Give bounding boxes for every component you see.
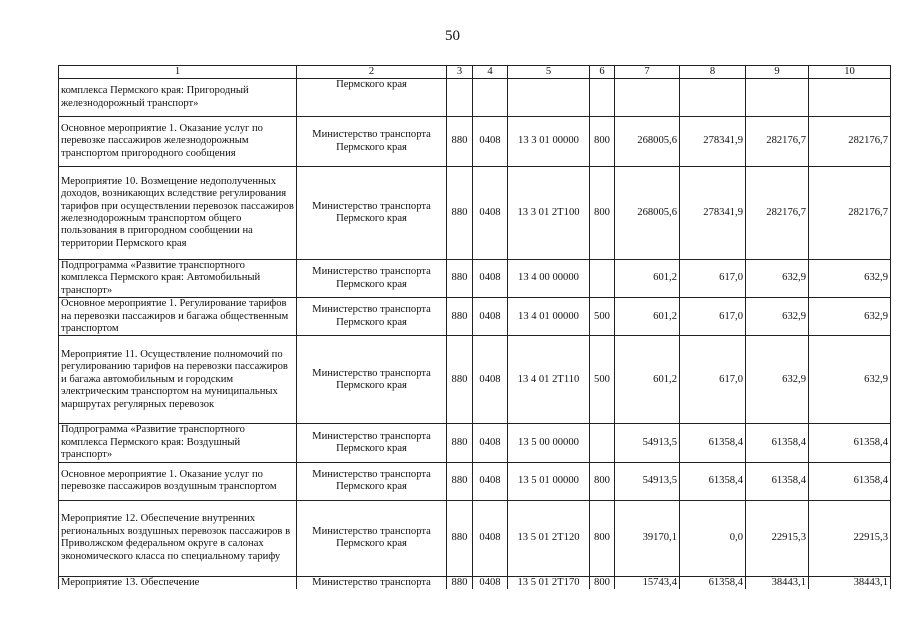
row-value-9: 632,9 [746,260,809,298]
row-section: 0408 [473,424,508,462]
row-section: 0408 [473,298,508,336]
row-ministry: Министерство транспорта Пермского края [297,500,447,576]
row-section: 0408 [473,576,508,589]
header-row [59,66,891,79]
row-grbs: 880 [447,576,473,589]
row-value-8: 278341,9 [680,117,746,167]
table-row [59,167,891,260]
row-grbs: 880 [447,298,473,336]
row-section: 0408 [473,167,508,260]
row-value-9: 22915,3 [746,500,809,576]
row-value-7: 54913,5 [615,424,680,462]
row-value-10: 38443,1 [809,576,891,589]
row-value-7: 54913,5 [615,462,680,500]
row-value-9 [746,79,809,117]
row-ministry: Министерство транспорта Пермского края [297,298,447,336]
row-value-8: 617,0 [680,260,746,298]
row-value-8: 61358,4 [680,462,746,500]
header-cell: 3 [447,66,473,79]
page-number: 50 [445,28,460,44]
row-grbs: 880 [447,260,473,298]
row-csr: 13 4 01 00000 [508,298,590,336]
table-row [59,336,891,424]
header-cell: 5 [508,66,590,79]
row-value-8: 0,0 [680,500,746,576]
row-vr [590,260,615,298]
header-cell: 7 [615,66,680,79]
row-value-9: 61358,4 [746,462,809,500]
row-value-8: 617,0 [680,336,746,424]
row-value-9: 61358,4 [746,424,809,462]
row-value-10: 282176,7 [809,167,891,260]
row-value-10: 22915,3 [809,500,891,576]
row-value-9: 282176,7 [746,167,809,260]
row-ministry: Министерство транспорта Пермского края [297,167,447,260]
row-grbs: 880 [447,500,473,576]
row-value-10: 61358,4 [809,424,891,462]
row-vr: 800 [590,576,615,589]
row-section [473,79,508,117]
row-section: 0408 [473,500,508,576]
row-value-10: 282176,7 [809,117,891,167]
row-vr [590,79,615,117]
header-cell: 1 [59,66,297,79]
row-csr: 13 3 01 2Т100 [508,167,590,260]
row-csr: 13 5 01 2Т170 [508,576,590,589]
header-cell: 9 [746,66,809,79]
row-value-7: 268005,6 [615,117,680,167]
row-csr: 13 5 00 00000 [508,424,590,462]
row-csr: 13 4 00 00000 [508,260,590,298]
row-csr: 13 5 01 2Т120 [508,500,590,576]
row-value-8: 61358,4 [680,424,746,462]
row-csr: 13 4 01 2Т110 [508,336,590,424]
row-vr: 800 [590,117,615,167]
row-value-10: 632,9 [809,260,891,298]
row-grbs: 880 [447,117,473,167]
row-name: Мероприятие 10. Возмещение недополученных доходов, возникающих вследствие регулирования тарифов при осуществлении перевозок пассажиров железнодорожным транспортом общего пользования в пригородном сообщении на территории Пермского края [59,167,297,260]
row-name: Мероприятие 12. Обеспечение внутренних региональных воздушных перевозок пассажиров в Приволжском федеральном округе в салонах экономического класса по специальному тарифу [59,500,297,576]
row-vr [590,424,615,462]
row-grbs: 880 [447,167,473,260]
row-value-10: 632,9 [809,336,891,424]
row-grbs: 880 [447,462,473,500]
row-ministry: Министерство транспорта [297,576,447,589]
row-value-7: 601,2 [615,298,680,336]
table-row [59,79,891,117]
row-vr: 800 [590,500,615,576]
table-row [59,500,891,576]
row-vr: 800 [590,462,615,500]
row-ministry: Пермского края [297,79,447,117]
row-value-9: 282176,7 [746,117,809,167]
row-value-9: 38443,1 [746,576,809,589]
row-ministry: Министерство транспорта Пермского края [297,336,447,424]
budget-table [58,65,891,589]
row-section: 0408 [473,462,508,500]
row-value-7: 268005,6 [615,167,680,260]
row-value-8 [680,79,746,117]
row-grbs: 880 [447,336,473,424]
row-vr: 800 [590,167,615,260]
row-ministry: Министерство транспорта Пермского края [297,260,447,298]
row-grbs [447,79,473,117]
table-row [59,260,891,298]
row-name: Подпрограмма «Развитие транспортного комплекса Пермского края: Воздушный транспорт» [59,424,297,462]
row-vr: 500 [590,336,615,424]
row-ministry: Министерство транспорта Пермского края [297,462,447,500]
header-cell: 2 [297,66,447,79]
header-cell: 4 [473,66,508,79]
row-value-10: 61358,4 [809,462,891,500]
row-value-7 [615,79,680,117]
row-grbs: 880 [447,424,473,462]
row-vr: 500 [590,298,615,336]
row-ministry: Министерство транспорта Пермского края [297,117,447,167]
row-value-8: 61358,4 [680,576,746,589]
row-value-7: 601,2 [615,336,680,424]
row-name: комплекса Пермского края: Пригородный железнодорожный транспорт» [59,79,297,117]
row-value-9: 632,9 [746,336,809,424]
row-section: 0408 [473,117,508,167]
table-row [59,424,891,462]
header-cell: 10 [809,66,891,79]
row-name: Основное мероприятие 1. Регулирование тарифов на перевозки пассажиров и багажа общественным транспортом [59,298,297,336]
row-value-7: 15743,4 [615,576,680,589]
row-name: Основное мероприятие 1. Оказание услуг по перевозке пассажиров железнодорожным транспортом пригородного сообщения [59,117,297,167]
row-value-10 [809,79,891,117]
row-value-8: 278341,9 [680,167,746,260]
row-value-7: 601,2 [615,260,680,298]
row-value-10: 632,9 [809,298,891,336]
row-name: Мероприятие 13. Обеспечение [59,576,297,589]
header-cell: 6 [590,66,615,79]
row-section: 0408 [473,260,508,298]
table-row [59,576,891,589]
row-ministry: Министерство транспорта Пермского края [297,424,447,462]
header-cell: 8 [680,66,746,79]
row-value-8: 617,0 [680,298,746,336]
table-row [59,117,891,167]
row-csr: 13 5 01 00000 [508,462,590,500]
row-value-9: 632,9 [746,298,809,336]
table-row [59,462,891,500]
row-csr [508,79,590,117]
row-value-7: 39170,1 [615,500,680,576]
row-section: 0408 [473,336,508,424]
row-name: Мероприятие 11. Осуществление полномочий по регулированию тарифов на перевозки пассажиров и багажа автомобильным и городским электрическим транспортом на муниципальных маршрутах регулярных перевозок [59,336,297,424]
table-row [59,298,891,336]
row-name: Подпрограмма «Развитие транспортного комплекса Пермского края: Автомобильный транспорт» [59,260,297,298]
row-csr: 13 3 01 00000 [508,117,590,167]
row-name: Основное мероприятие 1. Оказание услуг по перевозке пассажиров воздушным транспортом [59,462,297,500]
